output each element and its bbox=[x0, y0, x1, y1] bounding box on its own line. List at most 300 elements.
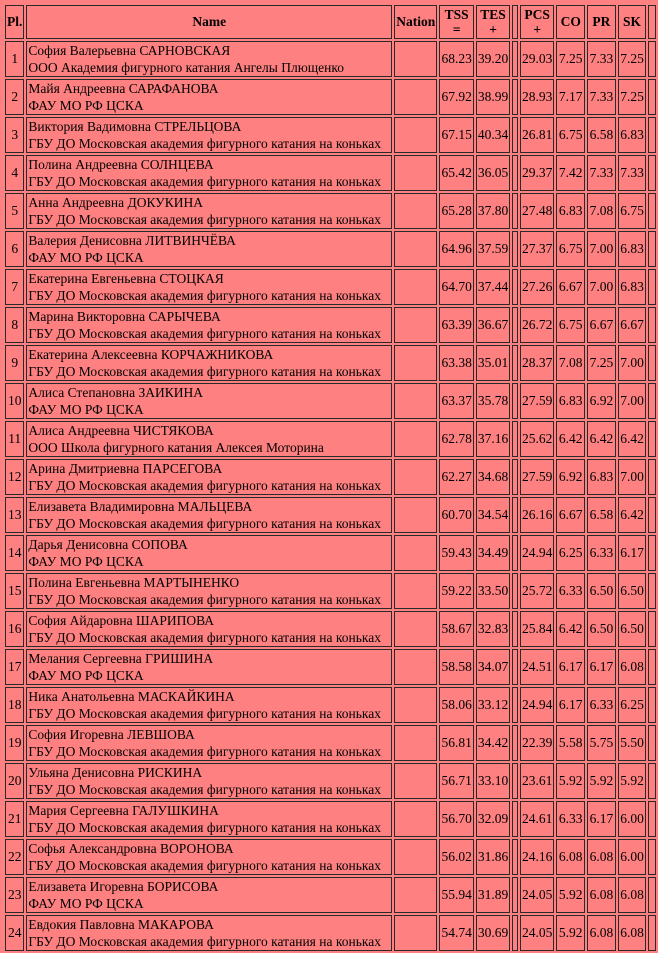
pcs-cell: 24.16 bbox=[520, 839, 554, 875]
skater-name: София Игоревна ЛЕВШОВА bbox=[28, 727, 195, 742]
co-cell: 5.92 bbox=[556, 915, 585, 951]
skater-club: ГБУ ДО Московская академия фигурного катания на коньках bbox=[28, 934, 381, 949]
skater-club: ГБУ ДО Московская академия фигурного катания на коньках bbox=[28, 858, 381, 873]
nation-cell bbox=[394, 193, 437, 229]
cutoff-cell bbox=[648, 269, 656, 305]
skater-name: Софья Александровна ВОРОНОВА bbox=[28, 841, 234, 856]
pcs-cell: 26.72 bbox=[520, 307, 554, 343]
tss-cell: 56.70 bbox=[439, 801, 473, 837]
pcs-cell: 28.37 bbox=[520, 345, 554, 381]
pcs-cell: 29.37 bbox=[520, 155, 554, 191]
pcs-cell: 24.94 bbox=[520, 687, 554, 723]
nation-cell bbox=[394, 763, 437, 799]
skater-name: Валерия Денисовна ЛИТВИНЧЁВА bbox=[28, 233, 236, 248]
sk-cell: 6.67 bbox=[618, 307, 647, 343]
placement-cell: 11 bbox=[5, 421, 24, 457]
co-cell: 6.25 bbox=[556, 535, 585, 571]
skater-cell bbox=[26, 193, 392, 229]
cutoff-cell bbox=[648, 535, 656, 571]
co-cell: 6.42 bbox=[556, 611, 585, 647]
col-pcs-header: PCS + bbox=[520, 5, 554, 39]
spacer-cell bbox=[512, 193, 518, 229]
skater-name: Полина Евгеньевна МАРТЫНЕНКО bbox=[28, 575, 240, 590]
placement-cell: 17 bbox=[5, 649, 24, 685]
skater-club: ГБУ ДО Московская академия фигурного катания на коньках bbox=[28, 326, 381, 341]
skater-club: ФАУ МО РФ ЦСКА bbox=[28, 250, 144, 265]
cutoff-cell bbox=[648, 193, 656, 229]
table-row bbox=[5, 41, 656, 77]
tss-cell: 65.28 bbox=[439, 193, 473, 229]
nation-cell bbox=[394, 117, 437, 153]
tss-cell: 67.92 bbox=[439, 79, 473, 115]
spacer-cell bbox=[512, 345, 518, 381]
skater-club: ГБУ ДО Московская академия фигурного катания на коньках bbox=[28, 174, 381, 189]
skater-cell bbox=[26, 117, 392, 153]
spacer-cell bbox=[512, 117, 518, 153]
table-row bbox=[5, 345, 656, 381]
pcs-cell: 24.05 bbox=[520, 877, 554, 913]
placement-cell: 8 bbox=[5, 307, 24, 343]
table-row bbox=[5, 877, 656, 913]
sk-cell: 6.75 bbox=[618, 193, 647, 229]
skater-club: ООО Академия фигурного катания Ангелы Плющенко bbox=[28, 60, 345, 75]
cutoff-cell bbox=[648, 497, 656, 533]
placement-cell: 16 bbox=[5, 611, 24, 647]
co-cell: 6.17 bbox=[556, 687, 585, 723]
sk-cell: 6.00 bbox=[618, 801, 647, 837]
pr-cell: 6.83 bbox=[587, 459, 616, 495]
skater-cell bbox=[26, 155, 392, 191]
nation-cell bbox=[394, 877, 437, 913]
tss-cell: 64.70 bbox=[439, 269, 473, 305]
skater-cell bbox=[26, 41, 392, 77]
skater-name: Ника Анатольевна МАСКАЙКИНА bbox=[28, 689, 235, 704]
sk-cell: 6.08 bbox=[618, 877, 647, 913]
skater-club: ФАУ МО РФ ЦСКА bbox=[28, 98, 144, 113]
table-row bbox=[5, 269, 656, 305]
placement-cell: 6 bbox=[5, 231, 24, 267]
skater-name: Дарья Денисовна СОПОВА bbox=[28, 537, 188, 552]
skater-club: ГБУ ДО Московская академия фигурного катания на коньках bbox=[28, 706, 381, 721]
sk-cell: 6.42 bbox=[618, 497, 647, 533]
table-row bbox=[5, 307, 656, 343]
co-cell: 6.75 bbox=[556, 231, 585, 267]
tss-cell: 56.71 bbox=[439, 763, 473, 799]
spacer-cell bbox=[512, 269, 518, 305]
sk-cell: 7.25 bbox=[618, 41, 647, 77]
col-pl-header: Pl. bbox=[5, 5, 24, 39]
cutoff-cell bbox=[648, 687, 656, 723]
skater-name: София Валерьевна САРНОВСКАЯ bbox=[28, 43, 231, 58]
tes-cell: 40.34 bbox=[476, 117, 510, 153]
tes-cell: 35.01 bbox=[476, 345, 510, 381]
spacer-cell bbox=[512, 497, 518, 533]
sk-cell: 7.33 bbox=[618, 155, 647, 191]
sk-cell: 7.00 bbox=[618, 345, 647, 381]
co-cell: 6.75 bbox=[556, 117, 585, 153]
table-row bbox=[5, 687, 656, 723]
tss-cell: 64.96 bbox=[439, 231, 473, 267]
placement-cell: 23 bbox=[5, 877, 24, 913]
skater-cell bbox=[26, 231, 392, 267]
nation-cell bbox=[394, 155, 437, 191]
skater-club: ГБУ ДО Московская академия фигурного катания на коньках bbox=[28, 212, 381, 227]
spacer-cell bbox=[512, 535, 518, 571]
skater-cell bbox=[26, 611, 392, 647]
skater-club: ООО Школа фигурного катания Алексея Моторина bbox=[28, 440, 324, 455]
spacer-cell bbox=[512, 725, 518, 761]
cutoff-cell bbox=[648, 725, 656, 761]
sk-cell: 6.08 bbox=[618, 649, 647, 685]
placement-cell: 9 bbox=[5, 345, 24, 381]
sk-cell: 5.92 bbox=[618, 763, 647, 799]
pcs-cell: 28.93 bbox=[520, 79, 554, 115]
skater-name: Екатерина Алексеевна КОРЧАЖНИКОВА bbox=[28, 347, 274, 362]
sk-cell: 6.17 bbox=[618, 535, 647, 571]
co-cell: 6.83 bbox=[556, 193, 585, 229]
sk-cell: 7.25 bbox=[618, 79, 647, 115]
pr-cell: 7.25 bbox=[587, 345, 616, 381]
pr-cell: 7.33 bbox=[587, 41, 616, 77]
skater-cell bbox=[26, 269, 392, 305]
pr-cell: 6.33 bbox=[587, 535, 616, 571]
skater-name: Ульяна Денисовна РИСКИНА bbox=[28, 765, 203, 780]
tes-cell: 36.67 bbox=[476, 307, 510, 343]
tes-cell: 37.59 bbox=[476, 231, 510, 267]
tss-cell: 59.22 bbox=[439, 573, 473, 609]
sk-cell: 6.08 bbox=[618, 915, 647, 951]
co-cell: 6.08 bbox=[556, 839, 585, 875]
spacer-cell bbox=[512, 155, 518, 191]
tes-cell: 37.16 bbox=[476, 421, 510, 457]
tss-cell: 56.81 bbox=[439, 725, 473, 761]
pr-cell: 6.17 bbox=[587, 649, 616, 685]
table-row bbox=[5, 193, 656, 229]
placement-cell: 20 bbox=[5, 763, 24, 799]
co-cell: 6.92 bbox=[556, 459, 585, 495]
skater-cell bbox=[26, 421, 392, 457]
skater-club: ГБУ ДО Московская академия фигурного катания на коньках bbox=[28, 592, 381, 607]
tss-cell: 58.67 bbox=[439, 611, 473, 647]
skater-cell bbox=[26, 877, 392, 913]
tes-cell: 31.86 bbox=[476, 839, 510, 875]
skater-cell bbox=[26, 687, 392, 723]
co-cell: 6.33 bbox=[556, 573, 585, 609]
co-cell: 6.67 bbox=[556, 269, 585, 305]
skater-cell bbox=[26, 79, 392, 115]
skater-cell bbox=[26, 573, 392, 609]
nation-cell bbox=[394, 41, 437, 77]
spacer-cell bbox=[512, 573, 518, 609]
skater-club: ФАУ МО РФ ЦСКА bbox=[28, 554, 144, 569]
table-row bbox=[5, 117, 656, 153]
spacer-cell bbox=[512, 307, 518, 343]
pcs-cell: 24.94 bbox=[520, 535, 554, 571]
skater-name: Евдокия Павловна МАКАРОВА bbox=[28, 917, 214, 932]
skater-cell bbox=[26, 459, 392, 495]
skater-club: ГБУ ДО Московская академия фигурного катания на коньках bbox=[28, 744, 381, 759]
skater-name: Алиса Андреевна ЧИСТЯКОВА bbox=[28, 423, 214, 438]
skater-name: Майя Андреевна САРАФАНОВА bbox=[28, 81, 219, 96]
co-cell: 7.42 bbox=[556, 155, 585, 191]
table-row bbox=[5, 155, 656, 191]
tss-cell: 67.15 bbox=[439, 117, 473, 153]
nation-cell bbox=[394, 345, 437, 381]
tss-cell: 63.39 bbox=[439, 307, 473, 343]
pr-cell: 6.42 bbox=[587, 421, 616, 457]
skater-name: Виктория Вадимовна СТРЕЛЬЦОВА bbox=[28, 119, 242, 134]
cutoff-cell bbox=[648, 79, 656, 115]
tes-cell: 34.54 bbox=[476, 497, 510, 533]
spacer-cell bbox=[512, 611, 518, 647]
tss-cell: 56.02 bbox=[439, 839, 473, 875]
co-cell: 7.17 bbox=[556, 79, 585, 115]
tes-cell: 33.10 bbox=[476, 763, 510, 799]
col-tes-header: TES + bbox=[476, 5, 510, 39]
pr-cell: 6.50 bbox=[587, 573, 616, 609]
cutoff-cell bbox=[648, 383, 656, 419]
pr-cell: 6.92 bbox=[587, 383, 616, 419]
pcs-cell: 27.59 bbox=[520, 383, 554, 419]
nation-cell bbox=[394, 307, 437, 343]
skater-cell bbox=[26, 801, 392, 837]
pcs-cell: 27.26 bbox=[520, 269, 554, 305]
sk-cell: 6.83 bbox=[618, 117, 647, 153]
pcs-cell: 26.81 bbox=[520, 117, 554, 153]
table-row bbox=[5, 763, 656, 799]
nation-cell bbox=[394, 383, 437, 419]
nation-cell bbox=[394, 611, 437, 647]
co-cell: 6.83 bbox=[556, 383, 585, 419]
spacer-cell bbox=[512, 421, 518, 457]
sk-cell: 7.00 bbox=[618, 459, 647, 495]
cutoff-cell bbox=[648, 345, 656, 381]
col-co-header: CO bbox=[556, 5, 585, 39]
pcs-cell: 24.61 bbox=[520, 801, 554, 837]
tss-cell: 63.37 bbox=[439, 383, 473, 419]
cutoff-cell bbox=[648, 915, 656, 951]
sk-cell: 6.83 bbox=[618, 231, 647, 267]
nation-cell bbox=[394, 497, 437, 533]
skater-cell bbox=[26, 763, 392, 799]
spacer-cell bbox=[512, 459, 518, 495]
cutoff-cell bbox=[648, 611, 656, 647]
pcs-cell: 25.62 bbox=[520, 421, 554, 457]
tss-cell: 58.06 bbox=[439, 687, 473, 723]
tes-cell: 34.42 bbox=[476, 725, 510, 761]
spacer-cell bbox=[512, 79, 518, 115]
nation-cell bbox=[394, 535, 437, 571]
table-row bbox=[5, 459, 656, 495]
placement-cell: 18 bbox=[5, 687, 24, 723]
pr-cell: 7.08 bbox=[587, 193, 616, 229]
skater-club: ГБУ ДО Московская академия фигурного катания на коньках bbox=[28, 364, 381, 379]
spacer-cell bbox=[512, 877, 518, 913]
placement-cell: 7 bbox=[5, 269, 24, 305]
table-row bbox=[5, 231, 656, 267]
skater-club: ФАУ МО РФ ЦСКА bbox=[28, 668, 144, 683]
tss-cell: 54.74 bbox=[439, 915, 473, 951]
skater-cell bbox=[26, 839, 392, 875]
placement-cell: 1 bbox=[5, 41, 24, 77]
skater-club: ГБУ ДО Московская академия фигурного катания на коньках bbox=[28, 478, 381, 493]
tss-cell: 58.58 bbox=[439, 649, 473, 685]
tes-cell: 33.50 bbox=[476, 573, 510, 609]
pr-cell: 7.00 bbox=[587, 269, 616, 305]
placement-cell: 19 bbox=[5, 725, 24, 761]
col-name-header: Name bbox=[26, 5, 392, 39]
co-cell: 6.67 bbox=[556, 497, 585, 533]
co-cell: 7.08 bbox=[556, 345, 585, 381]
tes-cell: 33.12 bbox=[476, 687, 510, 723]
tes-cell: 39.20 bbox=[476, 41, 510, 77]
co-cell: 6.42 bbox=[556, 421, 585, 457]
skater-club: ФАУ МО РФ ЦСКА bbox=[28, 896, 144, 911]
skater-cell bbox=[26, 649, 392, 685]
co-cell: 5.92 bbox=[556, 877, 585, 913]
nation-cell bbox=[394, 231, 437, 267]
skater-name: Елизавета Игоревна БОРИСОВА bbox=[28, 879, 219, 894]
table-row bbox=[5, 839, 656, 875]
pr-cell: 5.75 bbox=[587, 725, 616, 761]
pcs-cell: 27.48 bbox=[520, 193, 554, 229]
sk-cell: 6.00 bbox=[618, 839, 647, 875]
table-row bbox=[5, 725, 656, 761]
spacer-cell bbox=[512, 231, 518, 267]
skater-name: Елизавета Владимировна МАЛЬЦЕВА bbox=[28, 499, 253, 514]
spacer-cell bbox=[512, 687, 518, 723]
header-row bbox=[5, 5, 656, 39]
cutoff-cell bbox=[648, 763, 656, 799]
pcs-cell: 29.03 bbox=[520, 41, 554, 77]
pcs-cell: 27.37 bbox=[520, 231, 554, 267]
placement-cell: 5 bbox=[5, 193, 24, 229]
spacer-cell bbox=[512, 801, 518, 837]
skater-name: Алиса Степановна ЗАИКИНА bbox=[28, 385, 203, 400]
sk-cell: 6.50 bbox=[618, 573, 647, 609]
tss-cell: 65.42 bbox=[439, 155, 473, 191]
pr-cell: 6.67 bbox=[587, 307, 616, 343]
skater-club: ГБУ ДО Московская академия фигурного катания на коньках bbox=[28, 782, 381, 797]
cutoff-cell bbox=[648, 421, 656, 457]
sk-cell: 6.25 bbox=[618, 687, 647, 723]
cutoff-cell bbox=[648, 117, 656, 153]
placement-cell: 10 bbox=[5, 383, 24, 419]
cutoff-cell bbox=[648, 231, 656, 267]
spacer-cell bbox=[512, 649, 518, 685]
spacer-cell bbox=[512, 839, 518, 875]
sk-cell: 6.42 bbox=[618, 421, 647, 457]
col-nation-header: Nation bbox=[394, 5, 437, 39]
tes-cell: 37.44 bbox=[476, 269, 510, 305]
skater-cell bbox=[26, 345, 392, 381]
table-row bbox=[5, 801, 656, 837]
pcs-cell: 24.05 bbox=[520, 915, 554, 951]
table-row bbox=[5, 383, 656, 419]
pcs-cell: 22.39 bbox=[520, 725, 554, 761]
placement-cell: 14 bbox=[5, 535, 24, 571]
co-cell: 5.58 bbox=[556, 725, 585, 761]
sk-cell: 6.83 bbox=[618, 269, 647, 305]
skater-name: Марина Викторовна САРЫЧЕВА bbox=[28, 309, 221, 324]
skater-name: Полина Андреевна СОЛНЦЕВА bbox=[28, 157, 214, 172]
tes-cell: 35.78 bbox=[476, 383, 510, 419]
table-row bbox=[5, 611, 656, 647]
skater-name: Мария Сергеевна ГАЛУШКИНА bbox=[28, 803, 219, 818]
skater-club: ГБУ ДО Московская академия фигурного катания на коньках bbox=[28, 288, 381, 303]
co-cell: 5.92 bbox=[556, 763, 585, 799]
skater-club: ГБУ ДО Московская академия фигурного катания на коньках bbox=[28, 136, 381, 151]
cutoff-cell bbox=[648, 41, 656, 77]
col-pr-header: PR bbox=[587, 5, 616, 39]
table-row bbox=[5, 573, 656, 609]
pr-cell: 5.92 bbox=[587, 763, 616, 799]
pcs-cell: 25.84 bbox=[520, 611, 554, 647]
nation-cell bbox=[394, 839, 437, 875]
pr-cell: 7.33 bbox=[587, 155, 616, 191]
placement-cell: 15 bbox=[5, 573, 24, 609]
nation-cell bbox=[394, 459, 437, 495]
sk-cell: 5.50 bbox=[618, 725, 647, 761]
skater-cell bbox=[26, 535, 392, 571]
col-sk-header: SK bbox=[618, 5, 647, 39]
tss-cell: 62.27 bbox=[439, 459, 473, 495]
table-row bbox=[5, 649, 656, 685]
col-cutoff-header bbox=[648, 5, 656, 39]
nation-cell bbox=[394, 801, 437, 837]
placement-cell: 13 bbox=[5, 497, 24, 533]
spacer-cell bbox=[512, 41, 518, 77]
placement-cell: 12 bbox=[5, 459, 24, 495]
co-cell: 6.75 bbox=[556, 307, 585, 343]
table-row bbox=[5, 497, 656, 533]
pr-cell: 6.17 bbox=[587, 801, 616, 837]
tss-cell: 55.94 bbox=[439, 877, 473, 913]
skater-name: Мелания Сергеевна ГРИШИНА bbox=[28, 651, 214, 666]
skater-cell bbox=[26, 725, 392, 761]
cutoff-cell bbox=[648, 839, 656, 875]
sk-cell: 6.50 bbox=[618, 611, 647, 647]
pr-cell: 6.33 bbox=[587, 687, 616, 723]
skater-club: ГБУ ДО Московская академия фигурного катания на коньках bbox=[28, 630, 381, 645]
cutoff-cell bbox=[648, 307, 656, 343]
co-cell: 6.33 bbox=[556, 801, 585, 837]
tes-cell: 31.89 bbox=[476, 877, 510, 913]
placement-cell: 21 bbox=[5, 801, 24, 837]
nation-cell bbox=[394, 269, 437, 305]
pr-cell: 6.50 bbox=[587, 611, 616, 647]
tss-cell: 68.23 bbox=[439, 41, 473, 77]
skater-club: ГБУ ДО Московская академия фигурного катания на коньках bbox=[28, 516, 381, 531]
cutoff-cell bbox=[648, 649, 656, 685]
cutoff-cell bbox=[648, 573, 656, 609]
tss-cell: 63.38 bbox=[439, 345, 473, 381]
tes-cell: 34.07 bbox=[476, 649, 510, 685]
pr-cell: 6.58 bbox=[587, 117, 616, 153]
tes-cell: 37.80 bbox=[476, 193, 510, 229]
pcs-cell: 24.51 bbox=[520, 649, 554, 685]
placement-cell: 24 bbox=[5, 915, 24, 951]
skater-cell bbox=[26, 915, 392, 951]
cutoff-cell bbox=[648, 877, 656, 913]
skater-name: София Айдаровна ШАРИПОВА bbox=[28, 613, 215, 628]
pcs-cell: 26.16 bbox=[520, 497, 554, 533]
tes-cell: 32.83 bbox=[476, 611, 510, 647]
tes-cell: 34.68 bbox=[476, 459, 510, 495]
pr-cell: 6.08 bbox=[587, 877, 616, 913]
table-row bbox=[5, 535, 656, 571]
cutoff-cell bbox=[648, 801, 656, 837]
